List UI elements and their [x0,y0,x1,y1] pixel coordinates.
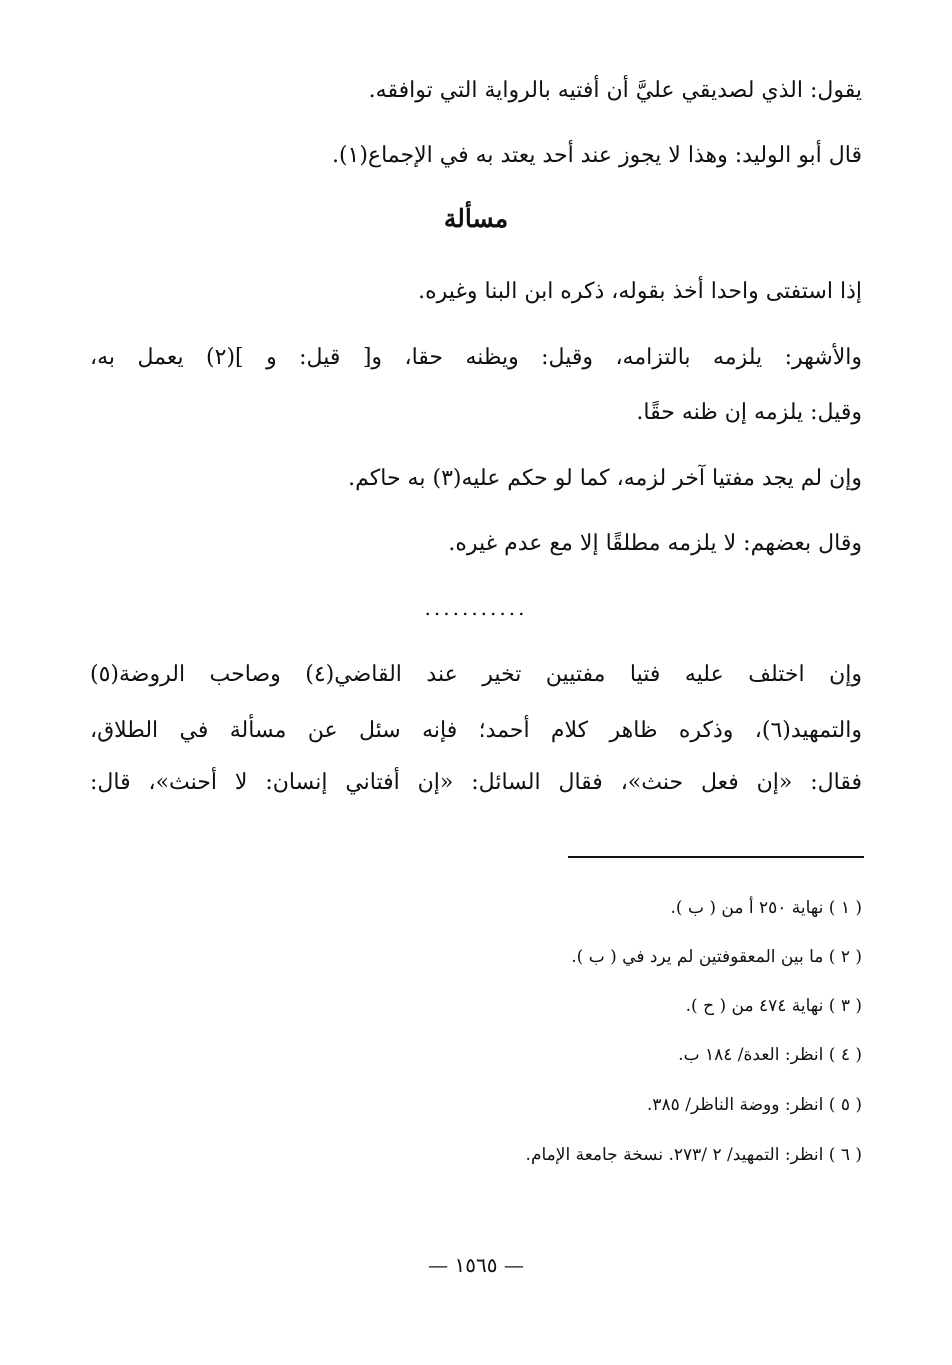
page-number: — ١٥٦٥ — [428,1253,524,1277]
body-line-7: وقال بعضهم: لا يلزمه مطلقًا إلا مع عدم غيره. [448,531,862,556]
body-line-1: يقول: الذي لصديقي عليَّ أن أفتيه بالرواية التي توافقه. [368,78,862,103]
footnote-6: ( ٦ ) انظر: التمهيد/ ٢ /٢٧٣. نسخة جامعة الإمام. [525,1145,862,1165]
footnote-1: ( ١ ) نهاية ٢٥٠ أ من ( ب ). [670,898,862,918]
body-line-4: والأشهر: يلزمه بالتزامه، وقيل: ويظنه حقا، و[ قيل: و ](٢) يعمل به، [90,345,862,370]
body-line-5: وقيل: يلزمه إن ظنه حقًا. [636,400,862,425]
body-line-9: والتمهيد(٦)، وذكره ظاهر كلام أحمد؛ فإنه سئل عن مسألة في الطلاق، [90,718,862,743]
body-line-2: قال أبو الوليد: وهذا لا يجوز عند أحد يعتد به في الإجماع(١). [331,143,862,168]
footnote-4: ( ٤ ) انظر: العدة/ ١٨٤ ب. [678,1045,862,1065]
body-line-6: وإن لم يجد مفتيا آخر لزمه، كما لو حكم عليه(٣) به حاكم. [348,466,862,491]
footnote-3: ( ٣ ) نهاية ٤٧٤ من ( ح ). [685,996,862,1016]
section-heading: مسألة [443,204,509,233]
body-line-10: فقال: «إن فعل حنث»، فقال السائل: «إن أفتاني إنسان: لا أحنث»، قال: [90,770,862,795]
section-separator: ........... [424,596,528,620]
footnote-divider [568,856,864,858]
body-line-8: وإن اختلف عليه فتيا مفتيين تخير عند القاضي(٤) وصاحب الروضة(٥) [90,662,862,687]
body-line-3: إذا استفتى واحدا أخذ بقوله، ذكره ابن البنا وغيره. [418,279,862,304]
footnote-5: ( ٥ ) انظر: ووضة الناظر/ ٣٨٥. [647,1095,862,1115]
footnote-2: ( ٢ ) ما بين المعقوفتين لم يرد في ( ب ). [571,947,862,967]
